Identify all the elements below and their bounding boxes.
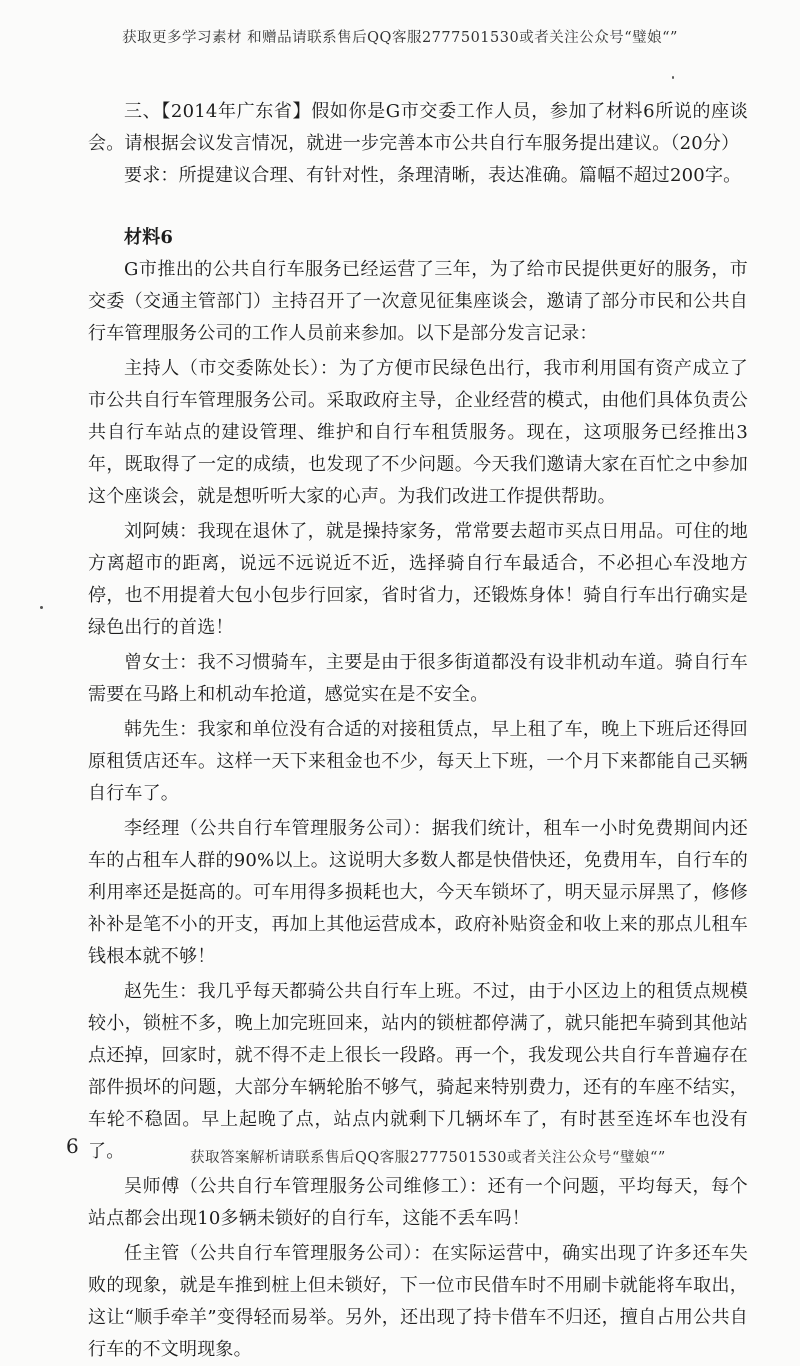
speech-han [88,714,748,810]
speech-zeng [88,647,748,711]
speech-ren [88,1238,748,1366]
material-title: 材料6 [124,227,174,248]
speech-text: 我不习惯骑车，主要是由于很多街道都没有设非机动车道。骑自行车需要在马路上和机动车抢道，感觉实在是不安全。 [88,652,748,705]
speaker-name: 刘阿姨： [124,521,198,542]
speech-text: 在实际运营中，确实出现了许多还车失败的现象，就是车推到桩上但未锁好，下一位市民借车时不用刷卡就能将车取出，这让“顺手牵羊”变得轻而易举。另外，还出现了持卡借车不归还，擅自占用公共自行车的不文明现象。 [88,1243,748,1360]
speech-zhao [88,976,748,1168]
speaker-name: 曾女士： [124,652,198,673]
scan-speck [40,606,43,609]
material-intro: G市推出的公共自行车服务已经运营了三年，为了给市民提供更好的服务，市交委（交通主管部门）主持召开了一次意见征集座谈会，邀请了部分市民和公共自行车管理服务公司的工作人员前来参加。以下是部分发言记录： [88,259,748,344]
document-body [88,96,748,1366]
speech-text: 我现在退休了，就是操持家务，常常要去超市买点日用品。可住的地方离超市的距离，说远不远说近不近，选择骑自行车最适合，不必担心车没地方停，也不用提着大包小包步行回家，省时省力，还锻炼身体！骑自行车出行确实是绿色出行的首选！ [88,521,748,638]
speech-text: 为了方便市民绿色出行，我市利用国有资产成立了市公共自行车管理服务公司。采取政府主导，企业经营的模式，由他们具体负责公共自行车站点的建设管理、维护和自行车租赁服务。现在，这项服务已经推出3年，既取得了一定的成绩，也发现了不少问题。今天我们邀请大家在百忙之中参加这个座谈会，就是想听听大家的心声。为我们改进工作提供帮助。 [88,358,748,507]
speech-text: 据我们统计，租车一小时免费期间内还车的占租车人群的90%以上。这说明大多数人都是快借快还，免费用车，自行车的利用率还是挺高的。可车用得多损耗也大，今天车锁坏了，明天显示屏黑了，修修补补是笔不小的开支，再加上其他运营成本，政府补贴资金和收上来的那点儿租车钱根本就不够！ [88,818,748,967]
footer-promo-note: 获取答案解析请联系售后QQ客服2777501530或者关注公众号“璧娘“” [190,1150,666,1166]
scan-speck [672,76,674,79]
speech-wu [88,1171,748,1235]
speaker-name: 吴师傅（公共自行车管理服务公司维修工）： [124,1176,488,1197]
question-text: 三、【2014年广东省】假如你是G市交委工作人员，参加了材料6所说的座谈会。请根据会议发言情况，就进一步完善本市公共自行车服务提出建议。（20分） [88,101,748,154]
speaker-name: 韩先生： [124,719,198,740]
header-promo-note: 获取更多学习素材 和赠品请联系售后QQ客服2777501530或者关注公众号“璧娘“” [122,30,678,46]
page-number: 6 [66,1134,79,1158]
speech-text: 我几乎每天都骑公共自行车上班。不过，由于小区边上的租赁点规模较小，锁桩不多，晚上加完班回来，站内的锁桩都停满了，就只能把车骑到其他站点还掉，回家时，就不得不走上很长一段路。再一个，我发现公共自行车普遍存在部件损坏的问题，大部分车辆轮胎不够气，骑起来特别费力，还有的车座不结实，车轮不稳固。早上起晚了点，站点内就剩下几辆坏车了，有时甚至连坏车也没有了。 [88,981,748,1162]
speaker-name: 李经理（公共自行车管理服务公司）： [124,818,432,839]
speech-liu [88,516,748,644]
speech-host [88,353,748,513]
speaker-name: 主持人（市交委陈处长）： [124,358,339,379]
speaker-name: 任主管（公共自行车管理服务公司）： [124,1243,432,1264]
speech-text: 我家和单位没有合适的对接租赁点，早上租了车，晚上下班后还得回原租赁店还车。这样一天下来租金也不少，每天上下班，一个月下来都能自己买辆自行车了。 [88,719,748,804]
speech-text: 还有一个问题，平均每天，每个站点都会出现10多辆未锁好的自行车，这能不丢车吗！ [88,1176,748,1229]
speaker-name: 赵先生： [124,981,198,1002]
speech-li [88,813,748,973]
question-requirement: 要求：所提建议合理、有针对性，条理清晰，表达准确。篇幅不超过200字。 [124,165,742,186]
